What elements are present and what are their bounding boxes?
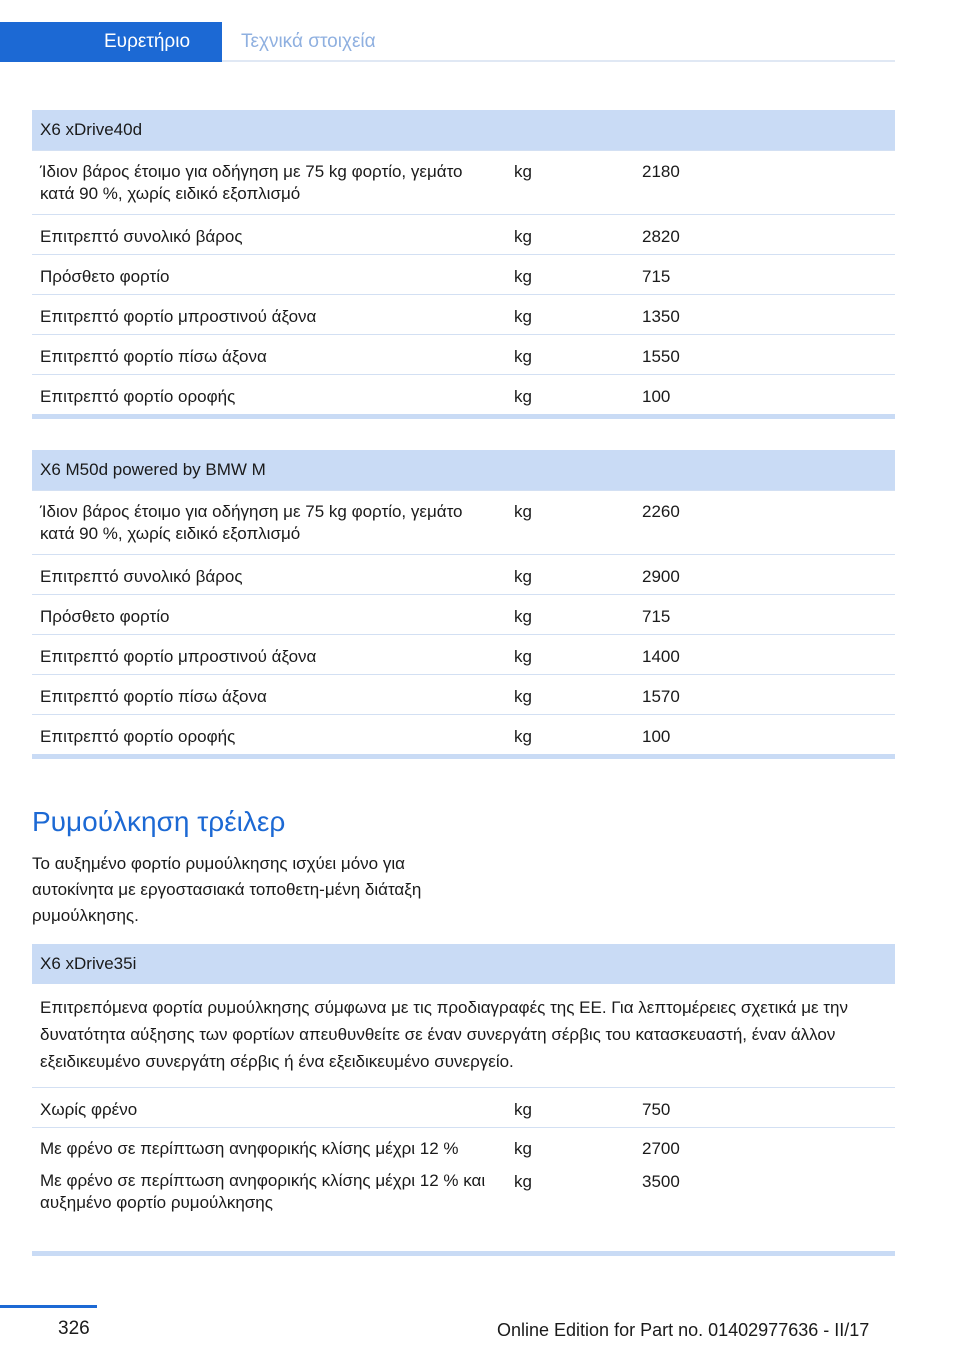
table-bottom-rule xyxy=(32,1251,895,1256)
table-row xyxy=(32,554,895,594)
row-unit: kg xyxy=(514,727,532,746)
row-value: 2900 xyxy=(642,567,680,586)
row-label: Επιτρεπτό φορτίο πίσω άξονα xyxy=(40,687,267,706)
row-label: Πρόσθετο φορτίο xyxy=(40,267,170,286)
section-intro: Το αυξημένο φορτίο ρυμούλκησης ισχύει μόνο για αυτοκίνητα με εργοστασιακά τοποθετη-μένη διάταξη ρυμούλκησης. xyxy=(32,854,422,925)
row-label: Επιτρεπτό φορτίο οροφής xyxy=(40,387,236,406)
row-value: 715 xyxy=(642,267,671,286)
tab-technical-data[interactable]: Τεχνικά στοιχεία xyxy=(241,31,376,52)
row-unit: kg xyxy=(514,502,532,521)
section-title: Ρυμούλκηση τρέιλερ xyxy=(32,806,286,837)
row-unit: kg xyxy=(514,647,532,666)
row-value: 1350 xyxy=(642,307,680,326)
table-bottom-rule xyxy=(32,414,895,419)
table-row xyxy=(32,674,895,714)
row-value: 2180 xyxy=(642,162,680,181)
row-labels xyxy=(40,1138,500,1214)
row-unit: kg xyxy=(514,567,532,586)
table-bottom-rule xyxy=(32,754,895,759)
row-unit: kg xyxy=(514,607,532,626)
row-value: 2260 xyxy=(642,502,680,521)
row-unit: kg xyxy=(514,162,532,181)
row-value: 100 xyxy=(642,727,671,746)
tab-index[interactable]: Ευρετήριο xyxy=(0,22,222,62)
row-unit: kg xyxy=(514,1139,532,1158)
tab-bar xyxy=(0,22,895,62)
table-row xyxy=(32,214,895,254)
row-value: 1550 xyxy=(642,347,680,366)
row-label: Ίδιον βάρος έτοιμο για οδήγηση με 75 kg φορτίο, γεμάτο κατά 90 %, χωρίς ειδικό εξοπλισμό xyxy=(40,162,463,203)
row-label: Επιτρεπτό φορτίο πίσω άξονα xyxy=(40,347,267,366)
row-values xyxy=(642,1138,680,1193)
row-label: Επιτρεπτό συνολικό βάρος xyxy=(40,567,243,586)
table-row xyxy=(32,594,895,634)
table-row xyxy=(32,294,895,334)
spec-table-x6-m50d xyxy=(32,450,895,759)
row-label: Με φρένο σε περίπτωση ανηφορικής κλίσης μέχρι 12 % και αυξημένο φορτίο ρυμούλκησης xyxy=(40,1171,486,1212)
row-value: 100 xyxy=(642,387,671,406)
spec-table-x6-xdrive35i-towing xyxy=(32,944,895,1256)
row-value: 2700 xyxy=(642,1139,680,1158)
table-row xyxy=(32,714,895,754)
row-unit: kg xyxy=(514,307,532,326)
page-number: 326 xyxy=(58,1318,90,1339)
row-label: Επιτρεπτό φορτίο μπροστινού άξονα xyxy=(40,647,317,666)
table-row xyxy=(32,254,895,294)
table-title: X6 M50d powered by BMW M xyxy=(32,450,895,490)
row-label: Χωρίς φρένο xyxy=(40,1100,138,1119)
row-unit: kg xyxy=(514,387,532,406)
row-label: Επιτρεπτό φορτίο μπροστινού άξονα xyxy=(40,307,317,326)
row-unit: kg xyxy=(514,1100,532,1119)
row-label: Ίδιον βάρος έτοιμο για οδήγηση με 75 kg φορτίο, γεμάτο κατά 90 %, χωρίς ειδικό εξοπλισμό xyxy=(40,502,463,543)
row-label: Επιτρεπτό φορτίο οροφής xyxy=(40,727,236,746)
row-value: 3500 xyxy=(642,1172,680,1191)
row-value: 2820 xyxy=(642,227,680,246)
footer-rule xyxy=(0,1305,97,1308)
table-note: Επιτρεπόμενα φορτία ρυμούλκησης σύμφωνα με τις προδιαγραφές της ΕΕ. Για λεπτομέρειες σχετικά με την δυνατότητα αύξησης των φορτίων απευθυνθείτε σε έναν συνεργάτη σέρβις του κατασκευαστή, έναν άλλον εξειδικευμένο συνεργάτη σέρβις ή ένα εξειδικευμένο συνεργείο. xyxy=(40,998,848,1071)
edition-note: Online Edition for Part no. 01402977636 - II/17 xyxy=(497,1320,870,1340)
row-value: 1570 xyxy=(642,687,680,706)
table-row xyxy=(32,1127,895,1251)
table-title: X6 xDrive40d xyxy=(32,110,895,150)
table-row xyxy=(32,150,895,214)
row-unit: kg xyxy=(514,227,532,246)
row-value: 715 xyxy=(642,607,671,626)
row-value: 1400 xyxy=(642,647,680,666)
row-unit: kg xyxy=(514,687,532,706)
row-unit: kg xyxy=(514,347,532,366)
table-row xyxy=(32,334,895,374)
row-unit: kg xyxy=(514,1172,532,1191)
row-unit: kg xyxy=(514,267,532,286)
spec-table-x6-xdrive40d xyxy=(32,110,895,419)
table-row xyxy=(32,490,895,554)
row-label: Πρόσθετο φορτίο xyxy=(40,607,170,626)
table-row xyxy=(32,1087,895,1127)
row-label: Επιτρεπτό συνολικό βάρος xyxy=(40,227,243,246)
row-units xyxy=(514,1138,532,1193)
row-label: Με φρένο σε περίπτωση ανηφορικής κλίσης μέχρι 12 % xyxy=(40,1139,459,1158)
table-row xyxy=(32,374,895,414)
table-row xyxy=(32,634,895,674)
table-title: X6 xDrive35i xyxy=(32,944,895,984)
row-value: 750 xyxy=(642,1100,671,1119)
